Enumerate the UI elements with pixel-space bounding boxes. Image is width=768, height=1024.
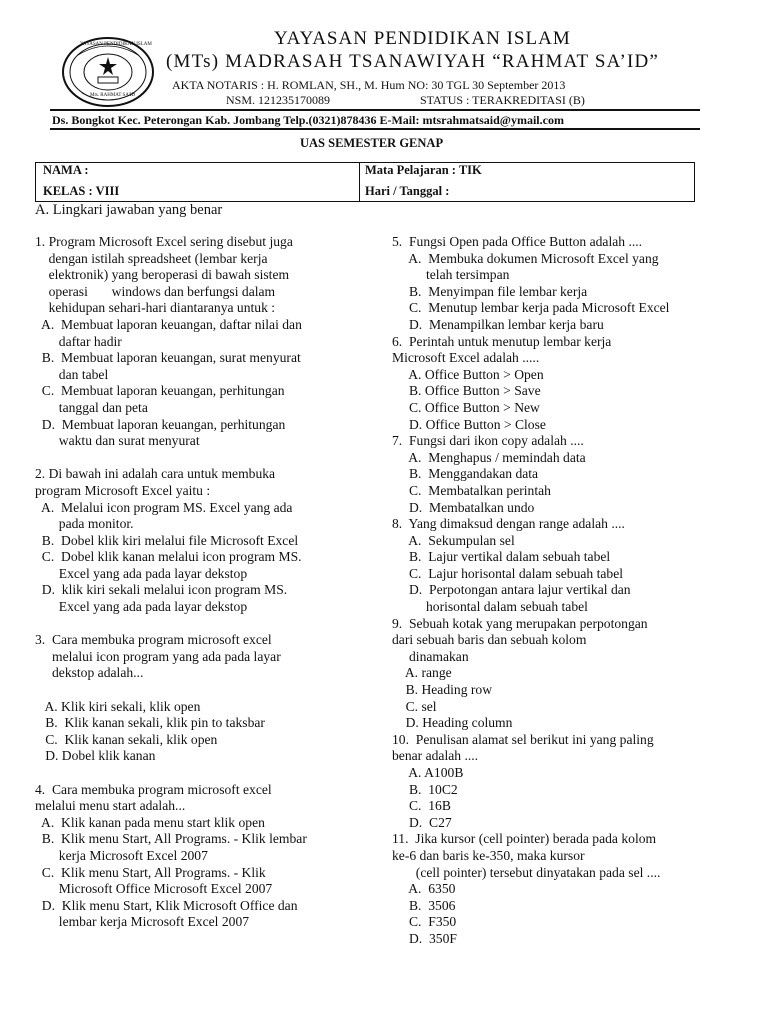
question-line: dinamakan	[392, 648, 469, 664]
question-line: A. Office Button > Open	[392, 366, 544, 382]
question-line: 11. Jika kursor (cell pointer) berada pada kolom	[392, 831, 657, 847]
question-line: D. C27	[392, 814, 452, 830]
questions-left-column	[35, 234, 375, 931]
date-field: Hari / Tanggal :	[365, 184, 450, 198]
question-line: C. Dobel klik kanan melalui icon program MS.	[35, 549, 302, 565]
question-line: ke-6 dan baris ke-350, maka kursor	[392, 847, 585, 863]
question-line: D. Klik menu Start, Klik Microsoft Office dan	[35, 897, 298, 913]
question-line: (cell pointer) tersebut dinyatakan pada sel ....	[392, 864, 661, 880]
question-line: 2. Di bawah ini adalah cara untuk membuka	[35, 466, 276, 482]
question-line: D. Office Button > Close	[392, 416, 546, 432]
question-line: D. Dobel klik kanan	[35, 748, 156, 764]
question-line: C. Office Button > New	[392, 399, 540, 415]
question-line: daftar hadir	[35, 333, 122, 349]
question-line: D. 350F	[392, 930, 457, 946]
question-line: Microsoft Excel adalah .....	[392, 350, 540, 366]
question-line: A. Klik kanan pada menu start klik open	[35, 814, 265, 830]
question-line: C. sel	[392, 698, 437, 714]
question-line: dekstop adalah...	[35, 665, 144, 681]
question-line: B. Heading row	[392, 682, 493, 698]
question-line: D. Membatalkan undo	[392, 499, 535, 515]
question-line: A. Membuka dokumen Microsoft Excel yang	[392, 250, 659, 266]
question-line: dengan istilah spreadsheet (lembar kerja	[35, 250, 268, 266]
accreditation-status: STATUS : TERAKREDITASI (B)	[420, 93, 585, 107]
question-line: 1. Program Microsoft Excel sering disebut juga	[35, 234, 293, 249]
question-line: benar adalah ....	[392, 748, 479, 764]
nsm-number: NSM. 121235170089	[226, 93, 331, 107]
question-line: A. A100B	[392, 765, 464, 780]
question-line: 3. Cara membuka program microsoft excel	[35, 632, 272, 648]
class-field: KELAS : VIII	[43, 184, 120, 198]
question-line: A. Klik kiri sekali, klik open	[35, 698, 201, 714]
question-line: 8. Yang dimaksud dengan range adalah ....	[392, 516, 625, 532]
question-line: C. Lajur horisontal dalam sebuah tabel	[392, 565, 624, 581]
header-rule-bottom	[50, 128, 700, 130]
question-line: 9. Sebuah kotak yang merupakan perpotongan	[392, 615, 648, 631]
question-line: A. Menghapus / memindah data	[392, 449, 586, 465]
question-line: D. Menampilkan lembar kerja baru	[392, 316, 604, 332]
question-line: program Microsoft Excel yaitu :	[35, 482, 211, 498]
name-field: NAMA :	[43, 163, 89, 177]
question-line: C. 16B	[392, 798, 451, 814]
school-address: Ds. Bongkot Kec. Peterongan Kab. Jombang Telp.(0321)878436 E-Mail: mtsrahmatsaid@ymail.com	[52, 113, 564, 127]
question-line: tanggal dan peta	[35, 399, 148, 415]
question-line: D. Heading column	[392, 715, 513, 731]
section-a-instruction: A. Lingkari jawaban yang benar	[35, 202, 223, 218]
question-line	[35, 682, 375, 699]
question-line: Excel yang ada pada layar dekstop	[35, 565, 248, 581]
akta-notaris: AKTA NOTARIS : H. ROMLAN, SH., M. Hum NO: 30 TGL 30 September 2013	[172, 78, 566, 92]
question-line: Microsoft Office Microsoft Excel 2007	[35, 881, 273, 897]
question-line: 6. Perintah untuk menutup lembar kerja	[392, 333, 612, 349]
logo-subtext: Mts. RAHMAT SA'ID	[90, 93, 136, 98]
school-logo	[60, 35, 156, 109]
question-line: lembar kerja Microsoft Excel 2007	[35, 914, 250, 930]
question-line: 4. Cara membuka program microsoft excel	[35, 781, 272, 797]
question-line	[35, 765, 375, 782]
question-line: operasi windows dan berfungsi dalam	[35, 283, 276, 299]
question-line: dari sebuah baris dan sebuah kolom	[392, 632, 587, 648]
question-line: B. 3506	[392, 897, 456, 913]
question-line	[35, 450, 375, 467]
logo-text: YAYASAN PENDIDIKAN ISLAM	[80, 42, 152, 47]
question-line: C. Membatalkan perintah	[392, 482, 551, 498]
question-line: B. 10C2	[392, 781, 458, 797]
question-line: kehidupan sehari-hari diantaranya untuk :	[35, 300, 276, 316]
question-line: B. Membuat laporan keuangan, surat menyurat	[35, 350, 301, 366]
foundation-name: YAYASAN PENDIDIKAN ISLAM	[274, 28, 571, 49]
question-line: B. Menggandakan data	[392, 466, 539, 482]
question-line: D. Membuat laporan keuangan, perhitungan	[35, 416, 286, 432]
question-line: B. Klik kanan sekali, klik pin to taksbar	[35, 715, 265, 731]
question-line: D. Perpotongan antara lajur vertikal dan	[392, 582, 631, 598]
exam-title: UAS SEMESTER GENAP	[300, 136, 444, 150]
info-divider-vertical	[359, 163, 360, 201]
question-line: 5. Fungsi Open pada Office Button adalah ....	[392, 234, 643, 249]
question-line: kerja Microsoft Excel 2007	[35, 847, 208, 863]
question-line: pada monitor.	[35, 516, 134, 532]
question-line: dan tabel	[35, 366, 109, 382]
question-line: B. Menyimpan file lembar kerja	[392, 283, 588, 299]
question-line: B. Klik menu Start, All Programs. - Klik lembar	[35, 831, 307, 847]
question-line: C. F350	[392, 914, 457, 930]
questions-right-column	[392, 234, 732, 948]
question-line	[35, 616, 375, 633]
student-info-box	[35, 162, 695, 202]
question-line: elektronik) yang beroperasi di bawah sistem	[35, 267, 290, 283]
question-line: waktu dan surat menyurat	[35, 433, 200, 449]
question-line: A. range	[392, 665, 452, 681]
question-line: D. klik kiri sekali melalui icon program MS.	[35, 582, 288, 598]
question-line: B. Dobel klik kiri melalui file Microsoft Excel	[35, 532, 299, 548]
question-line: melalui menu start adalah...	[35, 798, 186, 814]
question-line: C. Menutup lembar kerja pada Microsoft Excel	[392, 300, 670, 316]
question-line: B. Office Button > Save	[392, 383, 541, 399]
question-line: A. Sekumpulan sel	[392, 532, 515, 548]
question-line: 7. Fungsi dari ikon copy adalah ....	[392, 433, 584, 449]
header-rule-top	[50, 109, 700, 111]
question-line: 10. Penulisan alamat sel berikut ini yang paling	[392, 731, 654, 747]
question-line: horisontal dalam sebuah tabel	[392, 599, 588, 615]
question-line: melalui icon program yang ada pada layar	[35, 648, 281, 664]
school-name: (MTs) MADRASAH TSANAWIYAH “RAHMAT SA’ID”	[166, 51, 660, 72]
question-line: A. Melalui icon program MS. Excel yang ada	[35, 499, 293, 515]
question-line: Excel yang ada pada layar dekstop	[35, 599, 248, 615]
question-line: C. Membuat laporan keuangan, perhitungan	[35, 383, 285, 399]
question-line: A. Membuat laporan keuangan, daftar nilai dan	[35, 316, 302, 332]
question-line: C. Klik kanan sekali, klik open	[35, 731, 218, 747]
question-line: B. Lajur vertikal dalam sebuah tabel	[392, 549, 611, 565]
question-line: C. Klik menu Start, All Programs. - Klik	[35, 864, 266, 880]
question-line: A. 6350	[392, 881, 456, 897]
question-line: telah tersimpan	[392, 267, 510, 283]
subject-field: Mata Pelajaran : TIK	[365, 163, 482, 177]
